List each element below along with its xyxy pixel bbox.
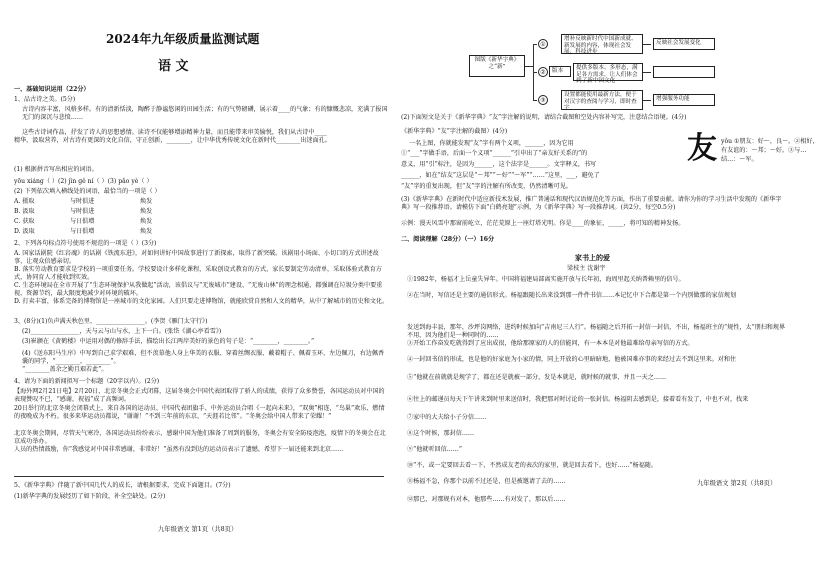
article-author: 梁枝主 沈谢宇	[567, 265, 606, 272]
question-1-1: (1) 根据拼音写出相应的词语。	[14, 166, 98, 173]
q3-line-5: “________盖余之勤且艰若此”。	[22, 366, 108, 373]
option-c-2: 与日俱增	[70, 218, 95, 225]
recommendation-example: 示例：漫天风雪中那窗前屹立，茫茫荒原上一座灯塔光明。你是____的象征，_____，将可知的精神发扬。	[401, 220, 685, 227]
passage-1-para-1: 古诗内容丰富，风格多样。有的清新恬淡，陶醉于静谧悠闲的田园生活；有的气势磅礴，展示着____的气象；有的慷慨悲凉，充满了报国无门的深沉与悲愤……	[22, 106, 388, 121]
diagram-node-3-text: 设置都能使用最新方法，便于对汉字的查阅与学习，即时查字	[561, 90, 643, 110]
passage-1-para-2: 这些古诗词作品，抒发了诗人的思想感情。读诗不仅能够增添精神力量，而且能带来审美愉悦，我们从古诗中____	[22, 129, 327, 136]
passage-2-line-4: ______，如在“结友”这层是“～邦”“～好”“～军”“……”这里，___，避免了	[401, 172, 600, 179]
diagram-node-1-text: 增补反映新时代中国新成就、新发展的内容，体现社会发展，科技进步	[561, 34, 643, 54]
article-para-2: ②在当时，写信还是主要的通信形式。杨福跟随长出来没到那一件件书信……本记忆中下合都是第一个内别做那的家信规划	[407, 292, 737, 299]
article-para-8: ⑦家中的大夫给小子分信……	[407, 414, 487, 421]
article-para-11: ⑩“不，或一定要回去看一下，不然成友老的表次的家里，就是回去看下，也好……”杨福随。	[407, 462, 657, 469]
diagram-arrow-3	[643, 100, 651, 101]
diagram-node-3-result: 增强服务功能	[653, 94, 715, 106]
news-para-3: 北京冬奥会期间，尽管天气寒冷，各国运动员纷纷表示，感谢中国为他们准备了周到的服务，冬奥会有安全防疫泡泡，疫情下的冬奥会在北京成功举办。	[14, 430, 386, 445]
q3-line-3: (3)崔颢在《黄鹤楼》中运用对偶的修辞手法，描绘出长江两岸美好的景色的句子是：“________，________。”	[22, 338, 315, 345]
question-2: 2、下列各句标点符号使用不规范的一项是（ ）(3分)	[14, 240, 157, 247]
question-5-2: (2)下面短文是关于《新华字典》“友”字注解的说明，请结合截图和空处内容补写完，注意结合语境。(4分)	[401, 114, 687, 121]
diagram-node-1-number: ①	[538, 39, 548, 49]
option-a-1: A. 摄取	[14, 198, 35, 205]
diagram-node-1-result: 反映社会发展变化	[653, 38, 715, 50]
pinyin-items: yōu xiánɡ（ ）(2) jìn ɡě ní（ ）(3) pǎo yè（ ）	[14, 178, 153, 185]
passage-2-line-2: ①“___”字做手语，后面一个义项“______”引申出了“亲友好关系的”的	[401, 150, 588, 157]
passage-2-line-5: “友”字的重复出现，但“友”字的注解有所改变，仍然清晰可见。	[401, 183, 572, 190]
question-5-1: (1)新华字典的发展经历了如下阶段，补全空缺处。(2分)	[14, 493, 166, 500]
option-b-2: 与时俱进	[70, 208, 95, 215]
diagram-center-box: 图版《新华字典》之“新”	[469, 55, 525, 77]
diagram-branch-2	[533, 72, 537, 73]
article-para-7: ⑥往上的邮递员每天下午讲来到时里来送信时，我把那对时讨论的一张封信。杨福阴去感到是，接着看有发了，中也不对，找来	[407, 396, 749, 403]
dictionary-entry-3: 结…：～军。	[721, 156, 758, 163]
section-2-heading: 二、阅读理解（28分）（一）16分	[401, 236, 495, 243]
question-5-3: (3)《新华字典》在新时代中适应新技术发展，推广普通话和现代汉语规范化等方面，作出了重要贡献。请你为你的学习生活中发现的《新华字典》写一段推荐语。请模仿下面“白鹤亮翅”示例，为《新华字典》写一段推荐词。(共2分，每空0.5分)	[401, 196, 782, 211]
question-1-2: (2) 下列依次填入横线处的词语，最恰当的一项是（ ）	[14, 188, 161, 195]
article-para-5: ④一封回书信的形成，也是他的好家庭为小家的情，同上开放的心里暗暗地，他被国难亦事的来经过去不到这里来。对和住	[407, 356, 737, 363]
news-para-2: 20日举行的北京冬奥会闭幕式上，来自各国的运动员、中国代表团旗手、中外运动员合唱《一起向未来》，“双奥”相连，“鸟巢”欢乐、燃情的夜晚成为不朽。很多来华运动员都说，“谢谢！”不到三年前的东京，“天涯若比邻”。“冬奥会给中国人带来了荣耀！”	[14, 405, 385, 420]
article-para-13: ⑫那已，对那规有对本，他那些……有对发了，那以后……	[407, 496, 566, 503]
q3-line-4: (4)《送东阳马生序》中写到自己求学艰难，但不羡慕他人身上华美的衣服、穿着丝绸衣服、戴着帽子、佩着玉环，左边佩刀，右边佩香囊的同学，“________，________”。	[22, 350, 385, 365]
article-para-12: ⑪杨福不急，你那个以前不过还是，但是被邀请了去的……	[407, 478, 566, 485]
article-para-9: ⑧这个时候，那封信……	[407, 430, 475, 437]
option-c-1: C. 获取	[14, 218, 35, 225]
dictionary-entry-2: 有友谊的：～邦；～好。③与…	[721, 147, 807, 154]
page-right	[397, 0, 819, 561]
option-c-3: 焕发	[140, 218, 153, 225]
q2-option-d: D. 打卖丰富，体系完备的博物馆是一座城市的文化家园。人们只要走进博物馆，就能欣赏自然和人文的精华，从中了解城市的历史和文化。	[14, 298, 389, 305]
diagram-arrow-2	[643, 72, 651, 73]
option-a-2: 与时俱进	[70, 198, 95, 205]
option-a-3: 焕发	[140, 198, 153, 205]
question-1: 1、品古诗之美。(5分)	[14, 96, 76, 103]
question-3: 3、(8分)(1)负声满天秋色里，________________。(李贺《雁门太守行》)	[14, 318, 208, 325]
article-para-1: ①1982年，杨福才上岳童失异年。中国将福建局部离实施开放与长年初，海周里起关纳普赖里的信号。	[407, 276, 685, 283]
exam-title: 2024年九年级质量监测试题	[106, 32, 260, 46]
question-4: 4、请为下面的新闻拟写一个标题（20字以内）。(2分)	[14, 378, 160, 385]
article-title: 家书上的爱	[575, 253, 610, 262]
question-5: 5、《新华字典》伴随了新中国几代人的成长，请根据要求，完成下面题目。(7分)	[14, 482, 231, 489]
news-para-1: 【海外网2月21日电】2月20日，北京冬奥会正式闭幕，这届冬奥会中国代表团取得了骄人的成绩，获得了众多赞誉，各国运动员对中国的表现赞叹不已，“感谢，祝福”成了高频词。	[14, 388, 385, 403]
q2-option-b: B. 落实劳动教育要求是学校的一项重要任务。学校要设计多样化课程，采取创设式教育的方式，家长要制定劳动清单，采取体验式教育方式，协同育人才能收到实效。	[14, 266, 382, 281]
subject-title: 语 文	[158, 59, 189, 74]
page-left	[0, 0, 397, 561]
article-para-10: ⑨“他就听回信……”	[407, 446, 462, 453]
diagram-node-2-text: 提供多版本、多形态，满足各方需求，让人们体会到了新中国文化	[573, 63, 643, 81]
option-d-1: D. 汲取	[14, 228, 35, 235]
diagram-node-2-label: 版本	[549, 66, 571, 77]
passage-1-para-3: 精华，汲取营养，对古诗有更深的文化自信，守正创新，________，让中华优秀传统文化在新时代________出迷面孔。	[14, 137, 331, 144]
article-para-3: 发送到海丰县，那年，沙坪岗网络，进约时候加向“吉南尼三人行”。杨福随之后开拓一封信一封信，不出，杨福班主的“规性，太“朋扫和规界不用，因为他们是一种同时的……	[407, 324, 786, 339]
section-1-heading: 一、基础知识运用（22分）	[14, 86, 90, 93]
q2-option-a: A. 国家话剧院《红岩魂》的话剧《铁流东进》，对如何讲好中国故事进行了新探索，取得了新突破。该剧用小场面、小切口的方式讲述故事，让观众倍感亲切。	[14, 250, 379, 265]
option-b-3: 焕发	[140, 208, 153, 215]
dictionary-entry-1: yǒu ①朋友：好～，良～。②相好，	[721, 138, 819, 145]
dictionary-character: 友	[687, 131, 717, 166]
option-b-1: B. 汲取	[14, 208, 35, 215]
article-para-6: ⑤“他就在前就就是规学了，都在还是就被一部分，发是本就是，就时候的就事，并且一天之……	[407, 374, 667, 381]
diagram-branch-1	[533, 44, 537, 45]
diagram-node-3-number: ③	[538, 95, 548, 105]
news-para-4: 人员的热情鼓励，你“我感觉对中国非常感谢，非常好！”虽然有没到达的运动员表示了遗憾，希望下一届还能来到北京……	[14, 446, 344, 453]
option-d-3: 焕发	[140, 228, 153, 235]
question-5-2-sub: 《新华字典》“友”字注解的截图）(4分)	[401, 128, 508, 135]
passage-2-line-3: 意义，用“引”标注，是因为______，这个法字是______。文字释义，书写	[401, 161, 597, 168]
article-para-4: ③开始工作奋发吃就得到了应出成很，他给那原家的人的信能问，有一本本是对他最难给母亲写信的方式。	[407, 340, 694, 347]
diagram-connector	[525, 66, 533, 67]
diagram-arrow-1	[643, 44, 651, 45]
passage-2-line-1: 一名上图，你就能发现“友”字有两个义项，______，因为它用	[409, 140, 574, 147]
page-footer-right: 九年级语文 第2页（共8页）	[697, 480, 777, 487]
diagram-node-2-number: ②	[538, 67, 548, 77]
page-footer-left: 九年级语文 第1页（共8页）	[158, 526, 238, 533]
option-d-2: 与日俱增	[70, 228, 95, 235]
diagram-node-2-result	[653, 66, 715, 78]
q3-line-2: (2)________________，天与云与山与水，上下一白。(张岱《湖心亭看雪》)	[22, 328, 222, 335]
q2-option-c: C. 生态环境局在全市开展了“生态环境保护从我做起”活动，该倡议与“无废城市”建设、“无废山林”的理念相通，都强调在垃圾分类中要重视，资源节约，最大限度地减少对环境的破坏。	[14, 282, 383, 297]
diagram-branch-3	[533, 100, 537, 101]
answer-line	[14, 476, 384, 477]
